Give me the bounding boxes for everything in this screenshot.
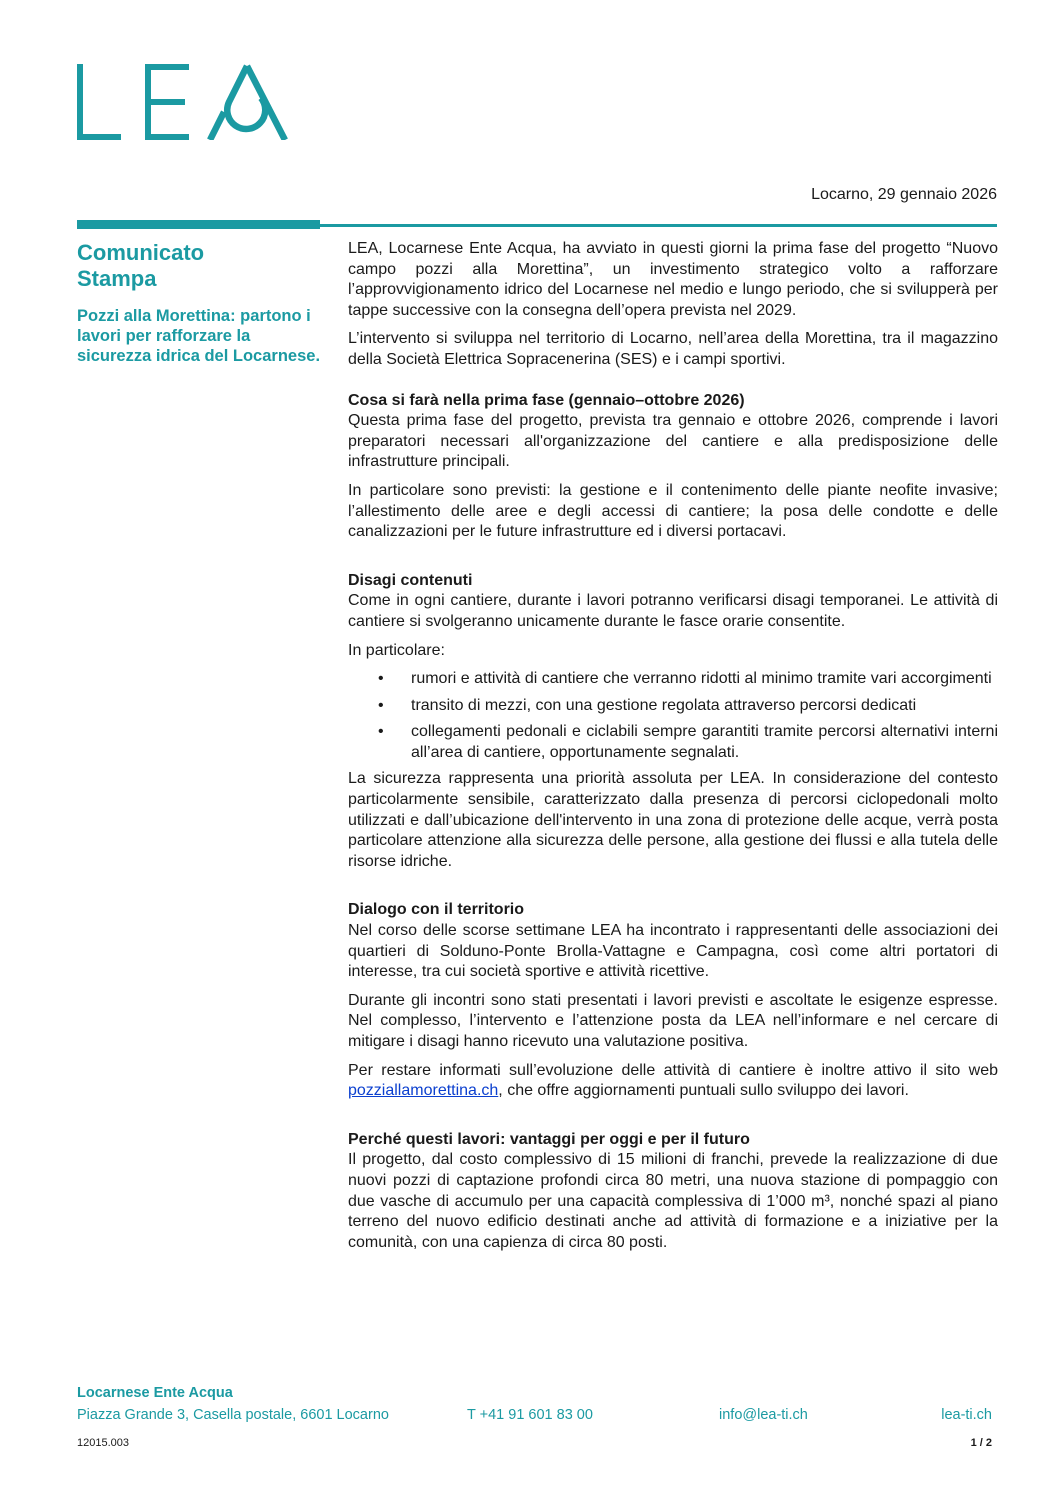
- press-release-body: [348, 239, 998, 1261]
- section-heading: Disagi contenuti: [348, 571, 473, 589]
- paragraph: Il progetto, dal costo complessivo di 15 milioni di franchi, prevede la realizzazione di due nuovi pozzi di captazione profondi circa 80 metri, una nuova stazione di pompaggio con due vasche di accumulo per una capacità complessiva di 1’000 m³, nonché spazi al piano terreno del nuovo edificio destinati anche ad attività di formazione e a iniziative per la comunità, con una capienza di circa 80 posti.: [348, 1151, 998, 1251]
- intro-paragraph-1: LEA, Locarnese Ente Acqua, ha avviato in questi giorni la prima fase del progetto “Nuovo campo pozzi alla Morettina”, un investimento strategico volto a rafforzare l’approvvigionamento idrico del Locarnese nel medio e lungo periodo, che si svilupperà per tappe successive con la consegna dell’opera prevista nel 2029.: [348, 240, 998, 319]
- paragraph: Come in ogni cantiere, durante i lavori potranno verificarsi disagi temporanei. Le attività di cantiere si svolgeranno unicamente durante le fasce orarie consentite.: [348, 592, 998, 630]
- section-first-phase: [348, 391, 998, 543]
- section-benefits: [348, 1130, 998, 1254]
- paragraph: Questa prima fase del progetto, prevista tra gennaio e ottobre 2026, comprende i lavori preparatori necessari all'organizzazione del cantiere e alla predisposizione delle infrastrutture principali.: [348, 412, 998, 471]
- paragraph: La sicurezza rappresenta una priorità assoluta per LEA. In considerazione del contesto particolarmente sensibile, caratterizzato dalla presenza di percorsi ciclopedonali molto utilizzati e dall’ubicazione dell'intervento in una zona di protezione delle acque, verrà posta particolare attenzione alla sicurezza delle persone, alla gestione dei flussi e alla tutela delle risorse idriche.: [348, 770, 998, 870]
- list-item: • rumori e attività di cantiere che verranno ridotti al minimo tramite vari accorgimenti: [348, 669, 998, 690]
- sidebar: [77, 240, 327, 366]
- section-heading: Dialogo con il territorio: [348, 901, 525, 919]
- footer-email[interactable]: info@lea-ti.ch: [719, 1407, 808, 1423]
- text: , che offre aggiornamenti puntuali sullo sviluppo dei lavori.: [498, 1082, 909, 1100]
- website-link[interactable]: pozziallamorettina.ch: [348, 1082, 499, 1100]
- doc-type-line1: Comunicato: [77, 240, 205, 265]
- disruptions-list: [348, 669, 998, 763]
- header-divider-accent: [77, 220, 320, 229]
- footer-phone: T +41 91 601 83 00: [467, 1407, 593, 1423]
- doc-type-title: [77, 240, 327, 292]
- press-release-headline: Pozzi alla Morettina: partono i lavori per rafforzare la sicurezza idrica del Locarnese.: [77, 307, 321, 365]
- section-heading: Perché questi lavori: vantaggi per oggi e per il futuro: [348, 1130, 750, 1148]
- section-disruptions: [348, 571, 998, 873]
- press-release-date: Locarno, 29 gennaio 2026: [811, 186, 997, 203]
- paragraph-website: [348, 1061, 998, 1102]
- paragraph: In particolare:: [348, 641, 445, 659]
- footer-contact-row: [77, 1407, 992, 1425]
- paragraph: Nel corso delle scorse settimane LEA ha incontrato i rappresentanti delle associazioni dei quartieri di Solduno-Ponte Brolla-Vattagne e Campagna, così come altri portatori di interesse, tra cui società sportive e attività ricettive.: [348, 922, 998, 981]
- paragraph: Durante gli incontri sono stati presentati i lavori previsti e ascoltate le esigenze espresse. Nel complesso, l’intervento e l’attenzione posta da LEA nell’informare e nel cercare di mitigare i disagi hanno ricevuto una valutazione positiva.: [348, 991, 998, 1050]
- footer: [77, 1385, 992, 1425]
- intro-paragraph-2: L’intervento si sviluppa nel territorio di Locarno, nell’area della Morettina, tra il magazzino della Società Elettrica Sopracenerina (SES) e i campi sportivi.: [348, 330, 998, 368]
- list-item: • transito di mezzi, con una gestione regolata attraverso percorsi dedicati: [348, 696, 998, 717]
- section-dialogue: [348, 900, 998, 1101]
- footer-website[interactable]: lea-ti.ch: [941, 1407, 992, 1423]
- doc-type-line2: Stampa: [77, 266, 157, 291]
- footer-address: Piazza Grande 3, Casella postale, 6601 Locarno: [77, 1407, 389, 1423]
- page-number: 1 / 2: [970, 1437, 992, 1449]
- text: Per restare informati sull’evoluzione delle attività di cantiere è inoltre attivo il sito web: [348, 1061, 998, 1079]
- list-item: • collegamenti pedonali e ciclabili sempre garantiti tramite percorsi alternativi interni all’area di cantiere, opportunamente segnalati.: [348, 722, 998, 763]
- footer-org-name: Locarnese Ente Acqua: [77, 1385, 233, 1401]
- section-heading: Cosa si farà nella prima fase (gennaio–ottobre 2026): [348, 391, 745, 409]
- document-id: 12015.003: [77, 1437, 129, 1449]
- lea-logo: [77, 64, 289, 140]
- paragraph: In particolare sono previsti: la gestione e il contenimento delle piante neofite invasive; l’allestimento delle aree e degli accessi di cantiere; la posa delle condotte e delle canalizzazioni per le future infrastrutture ed i diversi portacavi.: [348, 481, 998, 541]
